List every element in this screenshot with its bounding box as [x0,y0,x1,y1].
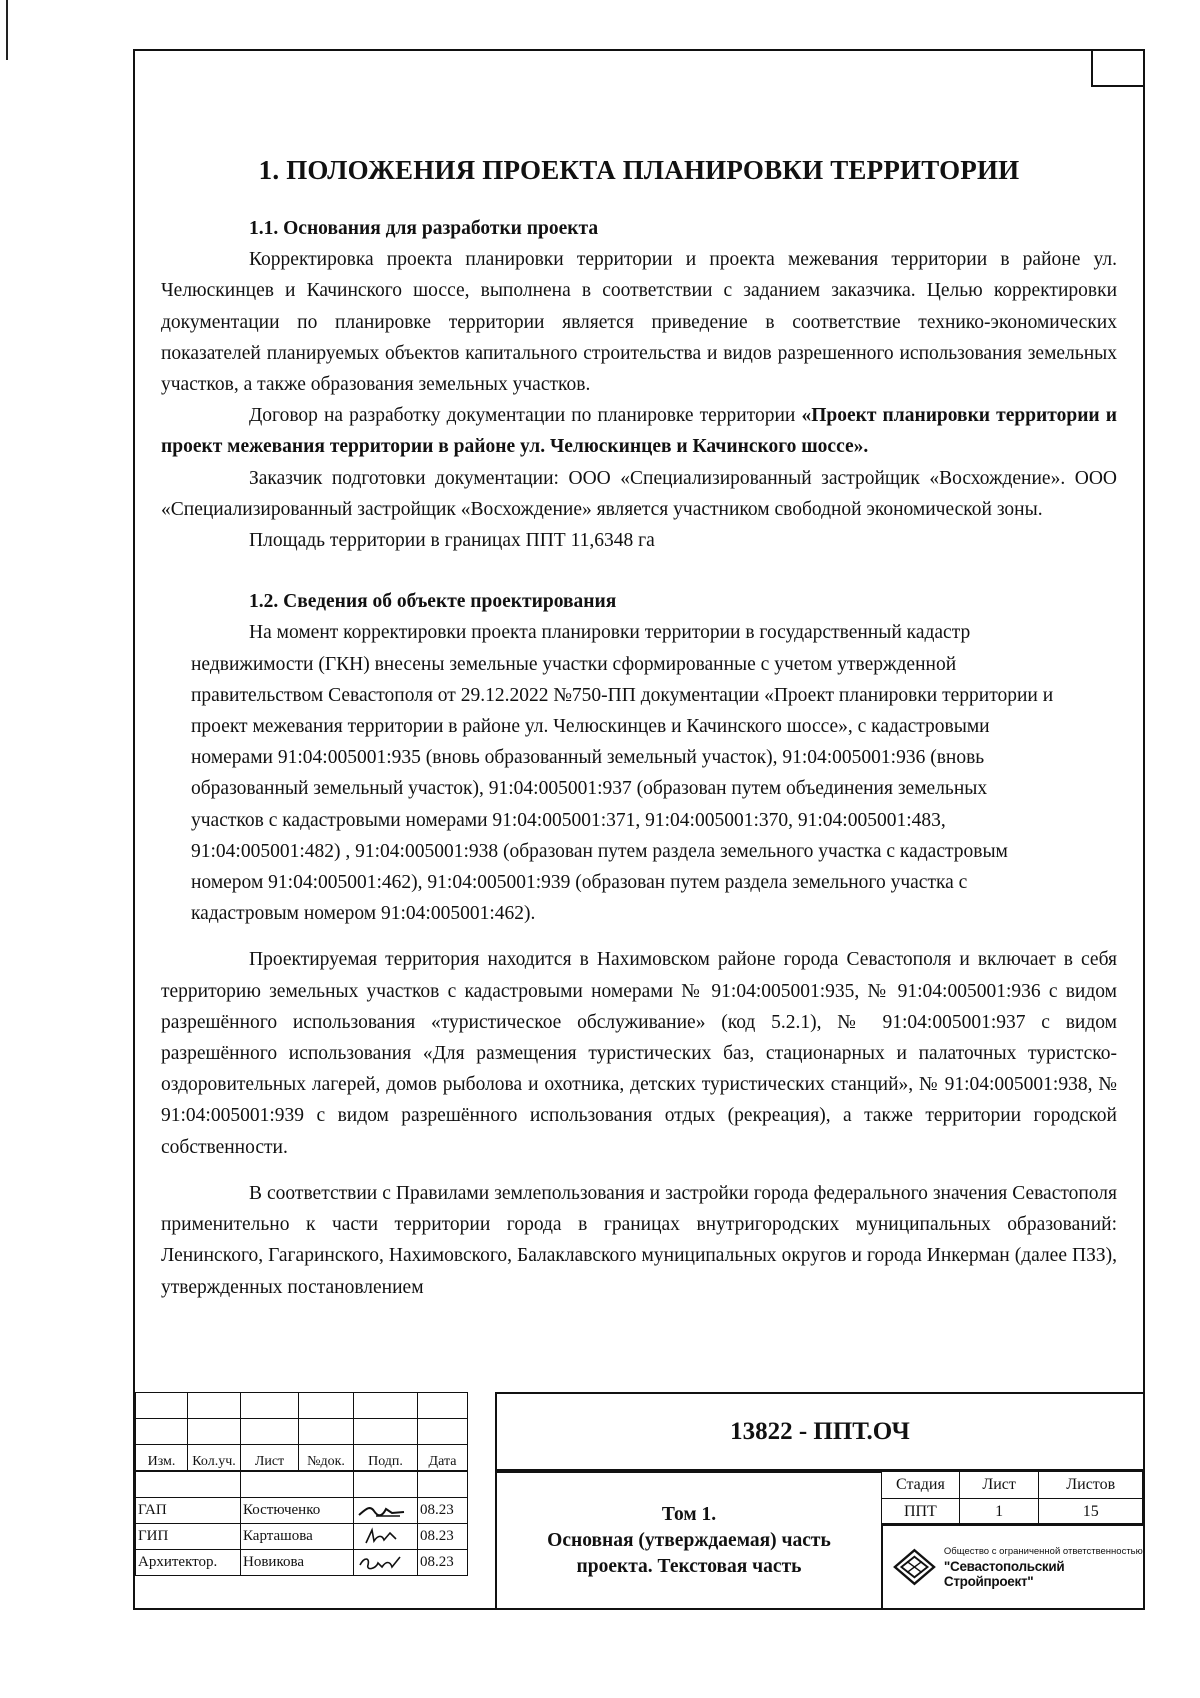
sheets-value: 15 [1039,1499,1143,1526]
name-cell: Новикова [241,1550,354,1576]
role-cell: ГАП [136,1498,241,1524]
stage-value: ППТ [882,1499,960,1526]
scan-edge-mark [6,0,8,60]
paragraph: Заказчик подготовки документации: ООО «Специализированный застройщик «Восхождение». ООО «Специализированный застройщик «Восхождение» является участником свободной экономической зоны. [161,467,1117,520]
company-logo-icon [893,1547,936,1587]
document-title [495,1471,881,1608]
paragraph-lead: Договор на разработку документации по планировке территории [249,405,802,427]
signature-icon [356,1553,408,1573]
table-row [136,1498,468,1524]
document-code: 13822 - ППТ.ОЧ [495,1392,1143,1471]
drawing-frame [133,49,1145,1610]
section-heading: 1.2. Сведения об объекте проектирования [249,591,617,613]
name-cell: Карташова [241,1524,354,1550]
date-cell: 08.23 [418,1550,468,1576]
document-title-line: Основная (утверждаемая) часть [547,1529,831,1551]
sheet-number-box [1091,49,1145,87]
role-cell: ГИП [136,1524,241,1550]
date-cell: 08.23 [418,1524,468,1550]
document-body [161,213,1117,1303]
signature-cell [354,1524,418,1550]
organization-block [881,1523,1143,1608]
signature-icon [356,1501,408,1521]
header-cell: Подп. [354,1445,418,1472]
header-cell: №док. [299,1445,354,1472]
signature-cell [354,1498,418,1524]
paragraph: Корректировка проекта планировки территории и проекта межевания территории в районе ул. Челюскинцев и Качинского шоссе, выполнена в соответствии с заданием заказчика. Целью корректировки документации по планировке территории является приведение в соответствие технико-экономических показателей планируемых объектов капитального строительства и видов разрешенного использования земельных участков, а также образования земельных участков. [161,249,1117,396]
date-cell: 08.23 [418,1498,468,1524]
table-row [136,1550,468,1576]
sheet-value: 1 [959,1499,1039,1526]
paragraph [161,400,1117,462]
header-cell: Кол.уч. [188,1445,241,1472]
role-cell: Архитектор. [136,1550,241,1576]
title-block [135,1392,1143,1608]
paragraph: В соответствии с Правилами землепользования и застройки города федерального значения Севастополя применительно к части территории города в границах внутригородских муниципальных образований: Ленинского, Гагаринского, Нахимовского, Балаклавского муниципальных округов и города Инкерман (далее ПЗЗ), утвержденных постановлением [161,1182,1117,1298]
page-title: 1. ПОЛОЖЕНИЯ ПРОЕКТА ПЛАНИРОВКИ ТЕРРИТОРИИ [258,155,1020,185]
paragraph: На момент корректировки проекта планировки территории в государственный кадастр недвижимости (ГКН) внесены земельные участки сформированные с учетом утвержденной правительством Севастополя от 29.12.2022 №750-ПП документации «Проект планировки территории и проект межевания территории в районе ул. Челюскинцев и Качинского шоссе», с кадастровыми номерами 91:04:005001:935 (вновь образованный земельный участок), 91:04:005001:936 (вновь образованный земельный участок), 91:04:005001:937 (образован путем объединения земельных участков с кадастровыми номерами 91:04:005001:371, 91:04:005001:370, 91:04:005001:483, 91:04:005001:482) , 91:04:005001:938 (образован путем раздела земельного участка с кадастровым номером 91:04:005001:462), 91:04:005001:939 (образован путем раздела земельного участка с кадастровым номером 91:04:005001:462). [191,622,1054,925]
name-cell: Костюченко [241,1498,354,1524]
document-title-line: проекта. Текстовая часть [576,1555,802,1577]
organization-name: "Севастопольский Стройпроект" [943,1559,1065,1589]
paragraph: Проектируемая территория находится в Нахимовском районе города Севастополя и включает в себя территорию земельных участков с кадастровыми номерами № 91:04:005001:935, № 91:04:005001:936 с видом разрешённого использования «туристическое обслуживание» (код 5.2.1), № 91:04:005001:937 с видом разрешённого использования «Для размещения туристических баз, стационарных и палаточных туристско-оздоровительных лагерей, домов рыболова и охотника, детских туристических станций», № 91:04:005001:938, № 91:04:005001:939 с видом разрешённого использования отдых (рекреация), а также территории городской собственности. [161,949,1117,1158]
sheet-label: Лист [959,1472,1039,1499]
stage-label: Стадия [882,1472,960,1499]
document-title-line: Том 1. [661,1503,717,1525]
signature-icon [356,1527,408,1547]
paragraph-bold: «Проект планировки территории и проект межевания территории в районе ул. Челюскинцев и Качинского шоссе». [161,405,1117,458]
header-cell: Дата [418,1445,468,1472]
approval-table [135,1392,468,1576]
organization-type: Общество с ограниченной ответственностью [943,1546,1143,1557]
header-cell: Изм. [136,1445,188,1472]
paragraph: Площадь территории в границах ППТ 11,6348 га [249,530,655,552]
sheets-label: Листов [1039,1472,1143,1499]
stage-table [881,1471,1143,1526]
signature-cell [354,1550,418,1576]
table-row [136,1524,468,1550]
header-cell: Лист [241,1445,299,1472]
approval-table-header [136,1445,468,1472]
section-heading: 1.1. Основания для разработки проекта [249,218,599,239]
